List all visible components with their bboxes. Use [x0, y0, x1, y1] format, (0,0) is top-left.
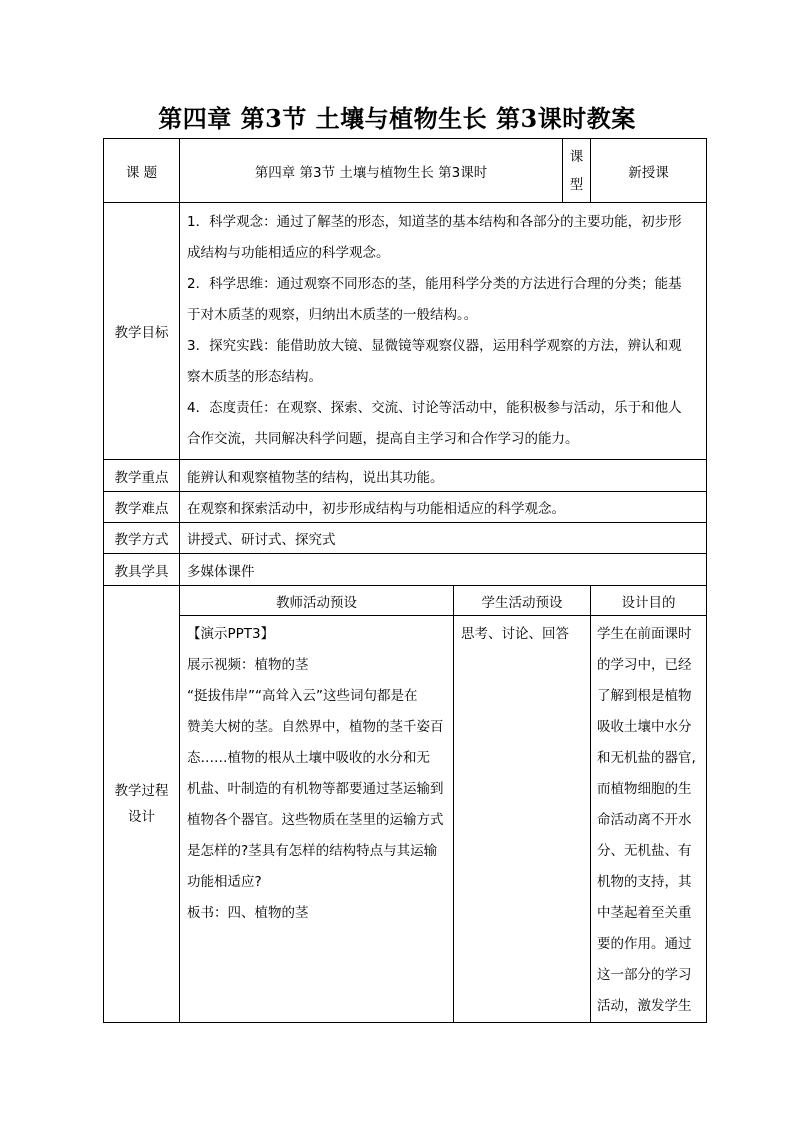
- purpose-line: 这一部分的学习: [597, 967, 692, 983]
- process-label-line2: 设计: [128, 809, 155, 825]
- lesson-type-label-1: 课: [569, 148, 584, 165]
- design-purpose: [591, 616, 707, 1023]
- purpose-line: 而植物细胞的生: [597, 781, 692, 797]
- purpose-line: 了解到根是植物: [597, 688, 692, 704]
- lesson-type-value: 新授课: [591, 139, 707, 203]
- methods-row: [104, 523, 707, 554]
- purpose-column-header: 设计目的: [591, 586, 707, 616]
- objectives-label: 教学目标: [104, 203, 180, 460]
- methods-value: 讲授式、研讨式、探究式: [180, 523, 707, 554]
- student-activity: [454, 616, 591, 1023]
- teacher-line: 赞美大树的茎。自然界中，植物的茎千姿百: [187, 719, 444, 735]
- student-column-header: 学生活动预设: [454, 586, 591, 616]
- purpose-line: 机物的支持，其: [597, 874, 692, 890]
- teacher-line: “挺拔伟岸”“高耸入云”这些词句都是在: [187, 688, 418, 704]
- process-label: [104, 586, 180, 1023]
- purpose-line: 命活动离不开水: [597, 812, 692, 828]
- purpose-line: 学生在前面课时: [597, 626, 692, 642]
- purpose-line: 分、无机盐、有: [597, 843, 692, 859]
- purpose-line: 活动，激发学生: [597, 998, 692, 1014]
- key-points-row: [104, 460, 707, 492]
- teacher-line: 板书：四、植物的茎: [187, 905, 309, 921]
- methods-label: 教学方式: [104, 523, 180, 554]
- tools-value: 多媒体课件: [180, 554, 707, 586]
- purpose-line: 要的作用。通过: [597, 936, 692, 952]
- process-content-row: [104, 616, 707, 1023]
- objective-line: 2．科学思维：通过观察不同形态的茎，能用科学分类的方法进行合理的分类；能基: [187, 276, 682, 292]
- teacher-line: 机盐、叶制造的有机物等都要通过茎运输到: [187, 781, 444, 797]
- objective-line: 合作交流，共同解决科学问题，提高自主学习和合作学习的能力。: [187, 431, 579, 447]
- difficulties-value: 在观察和探索活动中，初步形成结构与功能相适应的科学观念。: [180, 492, 707, 523]
- teacher-line: 植物各个器官。这些物质在茎里的运输方式: [187, 812, 444, 828]
- teacher-line: 功能相适应?: [187, 874, 262, 890]
- lesson-type-label-2: 型: [569, 176, 584, 193]
- tools-label: 教具学具: [104, 554, 180, 586]
- tools-row: [104, 554, 707, 586]
- objective-line: 成结构与功能相适应的科学观念。: [187, 245, 390, 261]
- objective-line: 3．探究实践：能借助放大镜、显微镜等观察仪器，运用科学观察的方法，辨认和观: [187, 338, 682, 354]
- topic-label: 课 题: [104, 139, 180, 203]
- purpose-line: 中茎起着至关重: [597, 905, 692, 921]
- objective-line: 1．科学观念：通过了解茎的形态，知道茎的基本结构和各部分的主要功能，初步形: [187, 214, 682, 230]
- lesson-type-label: [563, 139, 591, 203]
- student-line: 思考、讨论、回答: [461, 626, 569, 642]
- topic-value: 第四章 第3节 土壤与植物生长 第3课时: [180, 139, 563, 203]
- objectives-row: [104, 203, 707, 460]
- difficulties-label: 教学难点: [104, 492, 180, 523]
- document-title: 第四章 第3节 土壤与植物生长 第3课时教案: [158, 104, 636, 133]
- teacher-line: 【演示PPT3】: [187, 626, 275, 642]
- topic-row: [104, 139, 707, 203]
- lesson-plan-table: [103, 138, 707, 1023]
- difficulties-row: [104, 492, 707, 523]
- purpose-line: 的学习中，已经: [597, 657, 692, 673]
- teacher-line: 展示视频：植物的茎: [187, 657, 309, 673]
- process-header-row: [104, 586, 707, 616]
- purpose-line: 和无机盐的器官,: [597, 750, 696, 766]
- teacher-line: 是怎样的?茎具有怎样的结构特点与其运输: [187, 843, 438, 859]
- objective-line: 4．态度责任：在观察、探索、交流、讨论等活动中，能积极参与活动，乐于和他人: [187, 400, 682, 416]
- teacher-activity: [180, 616, 454, 1023]
- teacher-line: 态……植物的根从土壤中吸收的水分和无: [187, 750, 430, 766]
- objective-line: 察木质茎的形态结构。: [187, 369, 322, 385]
- objective-line: 于对木质茎的观察，归纳出木质茎的一般结构。。: [187, 307, 478, 323]
- process-label-line1: 教学过程: [114, 783, 169, 799]
- objectives-content: [180, 203, 707, 460]
- key-points-value: 能辨认和观察植物茎的结构，说出其功能。: [180, 460, 707, 492]
- key-points-label: 教学重点: [104, 460, 180, 492]
- teacher-column-header: 教师活动预设: [180, 586, 454, 616]
- purpose-line: 吸收土壤中水分: [597, 719, 692, 735]
